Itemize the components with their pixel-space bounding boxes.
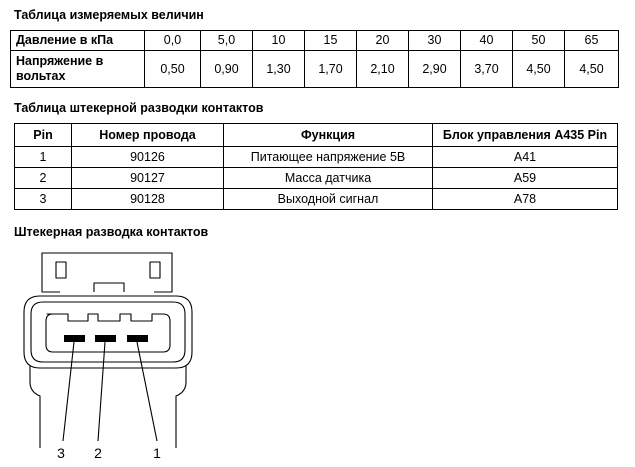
function-cell: Питающее напряжение 5В [224, 147, 433, 168]
voltage-value: 1,70 [305, 51, 357, 88]
voltage-value: 2,10 [357, 51, 409, 88]
header-pin: Pin [15, 124, 72, 147]
pressure-value: 30 [409, 31, 461, 51]
connector-pin-cavity [46, 314, 170, 352]
pressure-value: 10 [253, 31, 305, 51]
connector-body [30, 366, 186, 448]
voltage-value: 2,90 [409, 51, 461, 88]
voltage-value: 4,50 [565, 51, 619, 88]
pin-label-1: 1 [153, 445, 161, 461]
connector-latch [42, 253, 172, 292]
header-function: Функция [224, 124, 433, 147]
header-ecu-pin: Блок управления A435 Pin [433, 124, 618, 147]
voltage-value: 0,50 [145, 51, 201, 88]
pin-cell: 2 [15, 168, 72, 189]
pressure-value: 0,0 [145, 31, 201, 51]
pin-table-title: Таблица штекерной разводки контактов [14, 101, 264, 115]
measurement-table-title: Таблица измеряемых величин [14, 8, 204, 22]
pressure-value: 15 [305, 31, 357, 51]
pressure-value: 50 [513, 31, 565, 51]
pin-1 [127, 335, 148, 342]
leader-line-1 [137, 342, 157, 441]
voltage-value: 3,70 [461, 51, 513, 88]
wire-cell: 90126 [72, 147, 224, 168]
voltage-value: 0,90 [201, 51, 253, 88]
pin-cell: 3 [15, 189, 72, 210]
connector-title: Штекерная разводка контактов [14, 225, 209, 239]
ecu-pin-cell: A41 [433, 147, 618, 168]
voltage-value: 4,50 [513, 51, 565, 88]
pin-label-2: 2 [94, 445, 102, 461]
function-cell: Масса датчика [224, 168, 433, 189]
pressure-value: 40 [461, 31, 513, 51]
ecu-pin-cell: A59 [433, 168, 618, 189]
leader-line-2 [98, 342, 105, 441]
pressure-value: 5,0 [201, 31, 253, 51]
pin-label-3: 3 [57, 445, 65, 461]
leader-line-3 [63, 342, 74, 441]
connector-latch-tab [94, 283, 124, 292]
pin-2 [95, 335, 116, 342]
connector-housing-inner [31, 302, 185, 362]
ecu-pin-cell: A78 [433, 189, 618, 210]
connector-housing-outer [24, 296, 192, 368]
wire-cell: 90127 [72, 168, 224, 189]
voltage-value: 1,30 [253, 51, 305, 88]
pressure-value: 20 [357, 31, 409, 51]
pressure-label: Давление в кПа [11, 31, 145, 51]
header-wire-number: Номер провода [72, 124, 224, 147]
voltage-label: Напряжение в вольтах [11, 51, 145, 88]
pin-cell: 1 [15, 147, 72, 168]
pin-3 [64, 335, 85, 342]
wire-cell: 90128 [72, 189, 224, 210]
pressure-value: 65 [565, 31, 619, 51]
function-cell: Выходной сигнал [224, 189, 433, 210]
